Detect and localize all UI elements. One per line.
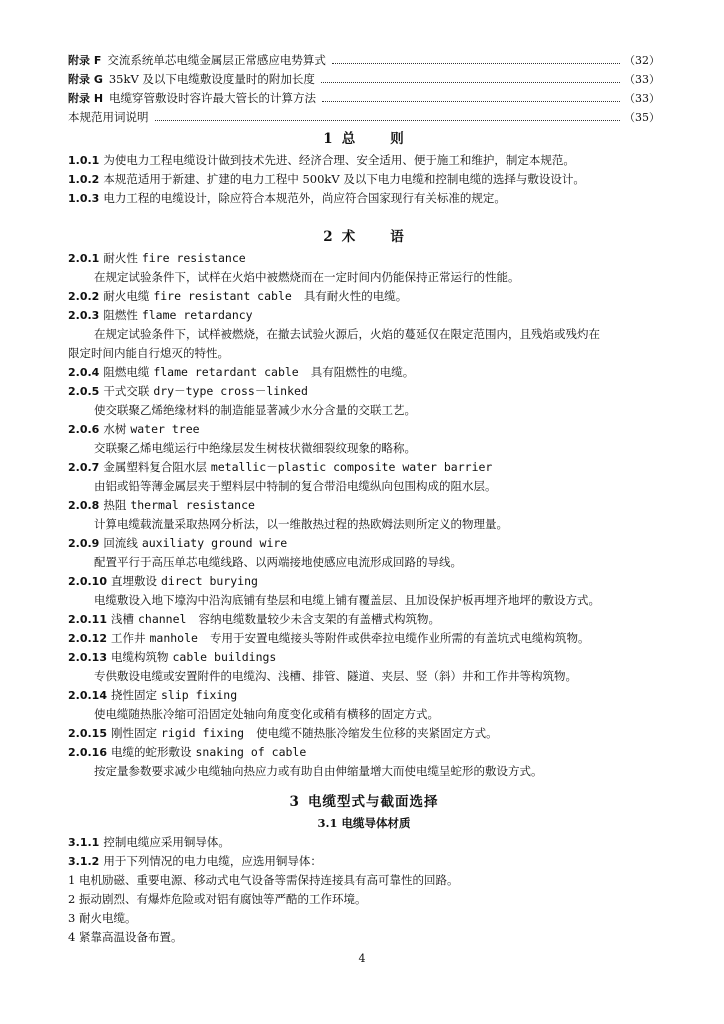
term-number: 2.0.3 [68, 309, 100, 322]
toc-title: 本规范用词说明 [68, 110, 149, 124]
clause-number: 1.0.1 [68, 154, 100, 167]
term-en: metallic－plastic composite water barrier [210, 460, 493, 474]
term-en: flame retardant cable [153, 365, 299, 379]
clause-text: 控制电缆应采用铜导体。 [103, 835, 230, 849]
term-en: thermal resistance [130, 498, 255, 512]
term-number: 2.0.5 [68, 385, 100, 398]
term-heading [68, 287, 660, 306]
term-definition: 配置平行于高压单芯电缆线路、以两端接地使感应电流形成回路的导线。 [94, 555, 462, 569]
chapter-number: 2 [323, 229, 334, 245]
chapter-1-heading [68, 128, 660, 151]
clause-number: 1.0.3 [68, 192, 100, 205]
chapter-title-part: 术 [341, 229, 357, 245]
term-heading [68, 496, 660, 515]
term-definition: 使交联聚乙烯绝缘材料的制造能显著减少水分含量的交联工艺。 [94, 403, 416, 417]
term-heading [68, 572, 660, 591]
term-number: 2.0.7 [68, 461, 100, 474]
term-cn: 水树 [103, 422, 127, 436]
clause-text: 用于下列情况的电力电缆，应选用铜导体： [103, 854, 322, 868]
term-heading [68, 249, 660, 268]
document-page [68, 52, 660, 947]
term-heading [68, 306, 660, 325]
term-definition: 使电缆随热胀冷缩可沿固定处轴向角度变化或稍有横移的固定方式。 [94, 707, 439, 721]
term-definition: 专用于安置电缆接头等附件或供牵拉电缆作业所需的有盖坑式电缆构筑物。 [209, 631, 590, 645]
term-number: 2.0.13 [68, 651, 107, 664]
term-definition: 电缆敷设入地下壕沟中沿沟底铺有垫层和电缆上铺有覆盖层、且加设保护板再埋齐地坪的敷设方式。 [94, 593, 600, 607]
chapter-number: 1 [323, 131, 334, 147]
clause [68, 170, 660, 189]
term-en: water tree [130, 422, 200, 436]
toc-key: 附录 G [68, 73, 103, 86]
term-en: fire resistant cable [153, 289, 292, 303]
term-cn: 工作井 [110, 631, 146, 645]
term-cn: 金属塑料复合阻水层 [103, 460, 207, 474]
clause [68, 852, 660, 871]
term-definition: 由铝或铅等薄金属层夹于塑料层中特制的复合带沿电缆纵向包围构成的阻水层。 [94, 479, 497, 493]
term-cn: 挠性固定 [110, 688, 157, 702]
term-cn: 电缆的蛇形敷设 [110, 745, 192, 759]
term-cn: 耐火性 [103, 251, 138, 265]
terms-list [68, 249, 660, 781]
term-definition: 在规定试验条件下，试样被燃烧，在撤去试验火源后，火焰的蔓延仅在限定范围内，且残焰或残灼在 [94, 327, 600, 341]
term-number: 2.0.1 [68, 252, 100, 265]
term-en: snaking of cable [195, 745, 307, 759]
term-cn: 回流线 [103, 536, 138, 550]
term-en: auxiliaty ground wire [141, 536, 288, 550]
clause [68, 151, 660, 170]
clause [68, 833, 660, 852]
toc-page: （33） [624, 92, 660, 105]
chapter-title-part: 总 [341, 131, 357, 147]
term-en: fire resistance [141, 251, 246, 265]
chapter-title-part: 语 [390, 229, 405, 245]
list-item: 1 电机励磁、重要电源、移动式电气设备等需保持连接具有高可靠性的回路。 [68, 873, 459, 887]
term-number: 2.0.4 [68, 366, 100, 379]
term-cn: 阻燃性 [103, 308, 138, 322]
term-en: flame retardancy [141, 308, 253, 322]
toc-key: 附录 H [68, 92, 104, 105]
toc-page: （35） [624, 111, 660, 124]
section-title: 3.1 电缆导体材质 [317, 816, 411, 830]
term-number: 2.0.14 [68, 689, 107, 702]
toc-page: （33） [624, 73, 660, 86]
term-cn: 耐火电缆 [103, 289, 150, 303]
clause-number: 3.1.2 [68, 855, 100, 868]
term-number: 2.0.10 [68, 575, 107, 588]
term-definition: 交联聚乙烯电缆运行中绝缘层发生树枝状微细裂纹现象的略称。 [94, 441, 416, 455]
term-number: 2.0.11 [68, 613, 107, 626]
term-definition: 具有阻燃性的电缆。 [310, 365, 415, 379]
term-number: 2.0.8 [68, 499, 100, 512]
toc-row[interactable] [68, 52, 660, 71]
clause-text: 本规范适用于新建、扩建的电力工程中 500kV 及以下电力电缆和控制电缆的选择与敷设设计。 [103, 172, 585, 186]
term-number: 2.0.2 [68, 290, 100, 303]
term-heading [68, 382, 660, 401]
term-heading [68, 534, 660, 553]
toc-key: 附录 F [68, 54, 102, 67]
term-en: channel [137, 612, 187, 626]
term-heading [68, 458, 660, 477]
term-definition: 按定量参数要求减少电缆轴向热应力或有助自由伸缩量增大而使电缆呈蛇形的敷设方式。 [94, 764, 543, 778]
clause-number: 3.1.1 [68, 836, 100, 849]
toc-page: （32） [624, 54, 660, 67]
chapter-2-heading [68, 226, 660, 249]
term-definition: 专供敷设电缆或安置附件的电缆沟、浅槽、排管、隧道、夹层、竖（斜）井和工作井等构筑物。 [94, 669, 577, 683]
clause [68, 189, 660, 208]
term-en: cable buildings [172, 650, 277, 664]
list-item: 3 耐火电缆。 [68, 911, 137, 925]
toc-leader [155, 120, 621, 121]
toc-title: 交流系统单芯电缆金属层正常感应电势算式 [107, 53, 326, 67]
toc-list [68, 52, 660, 128]
term-cn: 直埋敷设 [110, 574, 157, 588]
term-heading [68, 724, 660, 743]
term-number: 2.0.6 [68, 423, 100, 436]
term-cn: 阻燃电缆 [103, 365, 150, 379]
term-heading [68, 686, 660, 705]
term-definition: 使电缆不随热胀冷缩发生位移的夹紧固定方式。 [256, 726, 498, 740]
chapter-title-part: 则 [390, 131, 405, 147]
term-number: 2.0.12 [68, 632, 107, 645]
chapter-3-heading [68, 791, 660, 814]
clause-text: 为使电力工程电缆设计做到技术先进、经济合理、安全适用、便于施工和维护，制定本规范。 [103, 153, 575, 167]
term-heading [68, 648, 660, 667]
term-heading [68, 363, 660, 382]
toc-leader [332, 63, 620, 64]
term-cn: 干式交联 [103, 384, 150, 398]
term-number: 2.0.16 [68, 746, 107, 759]
term-cn: 电缆构筑物 [110, 650, 169, 664]
term-number: 2.0.9 [68, 537, 100, 550]
term-definition: 具有耐火性的电缆。 [303, 289, 408, 303]
term-en: slip fixing [160, 688, 238, 702]
chapter-number: 3 [289, 794, 300, 810]
term-definition: 限定时间内能自行熄灭的特性。 [68, 346, 229, 360]
page-number: 4 [358, 952, 366, 965]
toc-title: 电缆穿管敷设时容许最大管长的计算方法 [109, 91, 317, 105]
chapter-title: 电缆型式与截面选择 [307, 794, 439, 810]
list-item: 4 紧靠高温设备布置。 [68, 930, 183, 944]
toc-row[interactable] [68, 90, 660, 109]
term-cn: 浅槽 [110, 612, 134, 626]
toc-leader [321, 82, 620, 83]
term-definition: 容纳电缆数量较少未含支架的有盖槽式构筑物。 [198, 612, 440, 626]
toc-row[interactable] [68, 71, 660, 90]
term-definition: 计算电缆载流量采取热网分析法，以一维散热过程的热欧姆法则所定义的物理量。 [94, 517, 508, 531]
clause-number: 1.0.2 [68, 173, 100, 186]
toc-row[interactable] [68, 109, 660, 128]
term-number: 2.0.15 [68, 727, 107, 740]
list-item: 2 振动剧烈、有爆炸危险或对铝有腐蚀等严酷的工作环境。 [68, 892, 367, 906]
toc-leader [322, 101, 620, 102]
term-en: dry－type cross－linked [153, 384, 308, 398]
term-en: rigid fixing [160, 726, 245, 740]
term-heading [68, 743, 660, 762]
term-en: manhole [149, 631, 198, 645]
clause-text: 电力工程的电缆设计，除应符合本规范外，尚应符合国家现行有关标准的规定。 [103, 191, 506, 205]
toc-title: 35kV 及以下电缆敷设度量时的附加长度 [108, 72, 315, 86]
term-cn: 热阻 [103, 498, 127, 512]
term-heading [68, 610, 660, 629]
term-en: direct burying [160, 574, 258, 588]
term-heading [68, 629, 660, 648]
term-cn: 刚性固定 [110, 726, 157, 740]
term-heading [68, 420, 660, 439]
term-definition: 在规定试验条件下，试样在火焰中被燃烧而在一定时间内仍能保持正常运行的性能。 [94, 270, 520, 284]
